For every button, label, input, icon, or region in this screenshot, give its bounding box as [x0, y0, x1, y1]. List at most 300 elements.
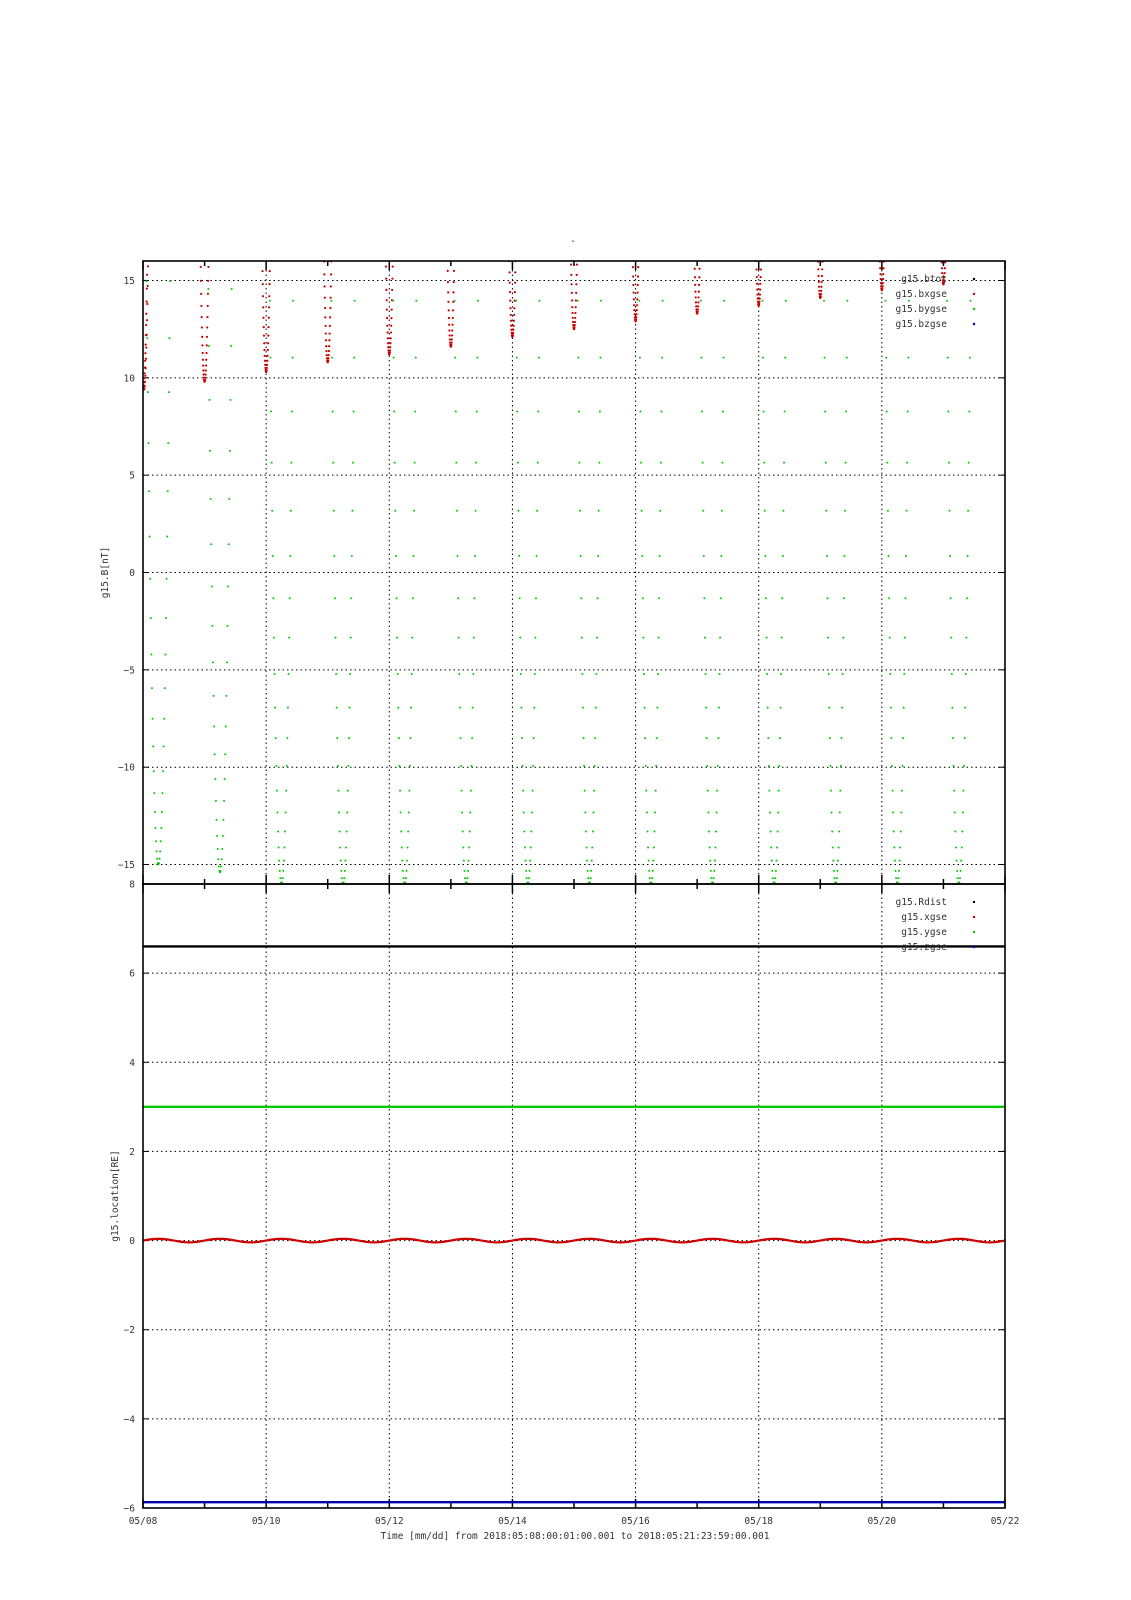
bygse-point — [644, 707, 646, 709]
bygse-point — [283, 847, 285, 849]
bygse-point — [271, 462, 273, 464]
bygse-point — [781, 597, 783, 599]
bxgse-point — [820, 290, 822, 292]
bygse-point — [288, 673, 290, 675]
bxgse-point — [263, 342, 265, 344]
bygse-point — [587, 870, 589, 872]
bygse-point — [161, 811, 163, 813]
bygse-point — [520, 673, 522, 675]
bygse-point — [226, 661, 228, 663]
bygse-point — [524, 847, 526, 849]
bygse-point — [283, 860, 285, 862]
bxgse-point — [818, 281, 820, 283]
bygse-point — [150, 654, 152, 656]
bygse-point — [225, 726, 227, 728]
bxgse-point — [452, 309, 454, 311]
bygse-point — [662, 300, 664, 302]
bygse-point — [354, 300, 356, 302]
bygse-point — [969, 300, 971, 302]
bxgse-point — [205, 364, 207, 366]
bygse-point — [700, 357, 702, 359]
bygse-point — [526, 877, 528, 879]
bygse-point — [221, 858, 223, 860]
bygse-point — [405, 870, 407, 872]
bygse-point — [475, 462, 477, 464]
bygse-point — [161, 792, 163, 794]
bygse-point — [476, 411, 478, 413]
bygse-point — [398, 765, 400, 767]
bygse-point — [579, 510, 581, 512]
bygse-point — [962, 812, 964, 814]
bxgse-point — [389, 352, 391, 354]
bxgse-point — [324, 297, 326, 299]
bxgse-point — [571, 312, 573, 314]
bxgse-point — [451, 324, 453, 326]
bxgse-point — [200, 293, 202, 295]
bxgse-point — [204, 379, 206, 381]
bygse-point — [639, 411, 641, 413]
bygse-point — [521, 737, 523, 739]
bxgse-point — [390, 317, 392, 319]
bxgse-point — [386, 331, 388, 333]
bygse-point — [829, 765, 831, 767]
bygse-point — [583, 765, 585, 767]
bygse-point — [454, 357, 456, 359]
bygse-point — [469, 812, 471, 814]
bygse-point — [477, 300, 479, 302]
bxgse-point — [882, 282, 884, 284]
bygse-point — [408, 812, 410, 814]
bygse-point — [967, 555, 969, 557]
bygse-point — [407, 847, 409, 849]
bygse-point — [516, 357, 518, 359]
bxgse-point — [447, 281, 449, 283]
bygse-point — [519, 637, 521, 639]
bxgse-point — [390, 325, 392, 327]
bygse-point — [394, 462, 396, 464]
bxgse-point — [201, 326, 203, 328]
bygse-point — [163, 745, 165, 747]
bygse-point — [221, 848, 223, 850]
bygse-point — [899, 860, 901, 862]
bygse-point — [584, 790, 586, 792]
bxgse-point — [697, 305, 699, 307]
bygse-point — [703, 555, 705, 557]
bxgse-point — [694, 290, 696, 292]
bygse-point — [285, 790, 287, 792]
bygse-point — [333, 510, 335, 512]
bxgse-point — [512, 329, 514, 331]
bygse-point — [291, 411, 293, 413]
bygse-point — [410, 737, 412, 739]
bygse-point — [708, 831, 710, 833]
bygse-point — [846, 357, 848, 359]
bygse-point — [702, 462, 704, 464]
bygse-point — [648, 870, 650, 872]
bygse-point — [531, 790, 533, 792]
bygse-point — [210, 543, 212, 545]
bygse-point — [581, 673, 583, 675]
bygse-point — [457, 597, 459, 599]
bygse-point — [528, 877, 530, 879]
bygse-point — [707, 790, 709, 792]
bxgse-point — [145, 344, 147, 346]
bygse-point — [522, 765, 524, 767]
bygse-point — [828, 707, 830, 709]
bygse-point — [655, 790, 657, 792]
bygse-point — [472, 673, 474, 675]
bxgse-point — [510, 320, 512, 322]
bxgse-point — [389, 346, 391, 348]
bxgse-point — [760, 276, 762, 278]
bxgse-point — [389, 349, 391, 351]
legend-entry-label: g15.bzgse — [895, 319, 947, 330]
bygse-point — [407, 831, 409, 833]
bygse-point — [907, 411, 909, 413]
bxgse-point — [145, 358, 147, 360]
y-tick-label: 4 — [129, 1057, 135, 1069]
bygse-point — [348, 737, 350, 739]
bxgse-point — [267, 349, 269, 351]
bygse-point — [658, 597, 660, 599]
bxgse-point — [820, 286, 822, 288]
bygse-point — [282, 877, 284, 879]
bygse-point — [164, 654, 166, 656]
bxgse-point — [570, 274, 572, 276]
bxgse-point — [514, 282, 516, 284]
bygse-point — [349, 707, 351, 709]
bygse-point — [834, 877, 836, 879]
bxgse-point — [387, 346, 389, 348]
bygse-point — [167, 490, 169, 492]
bxgse-point — [146, 288, 148, 290]
bygse-point — [275, 737, 277, 739]
legend-entry-label: g15.ygse — [901, 927, 947, 938]
bygse-point — [717, 765, 719, 767]
bygse-point — [893, 847, 895, 849]
bygse-point — [147, 442, 149, 444]
bygse-point — [468, 847, 470, 849]
bxgse-point — [448, 309, 450, 311]
bygse-point — [213, 695, 215, 697]
bxgse-point — [390, 337, 392, 339]
bxgse-point — [758, 303, 760, 305]
bxgse-point — [513, 320, 515, 322]
bygse-point — [292, 357, 294, 359]
bxgse-point — [267, 342, 269, 344]
y-tick-label: 0 — [129, 1236, 135, 1248]
bygse-point — [227, 625, 229, 627]
bygse-point — [962, 790, 964, 792]
bygse-point — [598, 462, 600, 464]
bygse-point — [278, 847, 280, 849]
bxgse-point — [327, 359, 329, 361]
bygse-point — [350, 637, 352, 639]
bygse-point — [838, 831, 840, 833]
bygse-point — [774, 877, 776, 879]
bygse-point — [231, 288, 233, 290]
bxgse-point — [328, 339, 330, 341]
bxgse-point — [695, 301, 697, 303]
bygse-point — [892, 790, 894, 792]
bxgse-point — [323, 273, 325, 275]
bygse-point — [903, 707, 905, 709]
bxgse-point — [448, 324, 450, 326]
bygse-point — [645, 765, 647, 767]
bxgse-point — [575, 299, 577, 301]
bxgse-point — [509, 300, 511, 302]
bygse-point — [339, 847, 341, 849]
bygse-point — [475, 510, 477, 512]
bygse-point — [415, 357, 417, 359]
bygse-point — [846, 300, 848, 302]
bygse-point — [523, 812, 525, 814]
bygse-point — [584, 812, 586, 814]
bygse-point — [845, 411, 847, 413]
bygse-point — [594, 737, 596, 739]
bygse-point — [890, 707, 892, 709]
bxgse-point — [756, 276, 758, 278]
bygse-point — [400, 812, 402, 814]
bxgse-point — [514, 271, 516, 273]
bxgse-point — [205, 352, 207, 354]
legend-entry-symbol — [973, 308, 975, 310]
bygse-point — [276, 812, 278, 814]
bygse-point — [843, 597, 845, 599]
bygse-point — [719, 673, 721, 675]
bygse-point — [904, 637, 906, 639]
bygse-point — [832, 847, 834, 849]
bygse-point — [340, 870, 342, 872]
bygse-point — [580, 555, 582, 557]
bygse-point — [162, 770, 164, 772]
bxgse-point — [820, 295, 822, 297]
bygse-point — [353, 357, 355, 359]
bygse-point — [722, 411, 724, 413]
bygse-point — [594, 765, 596, 767]
bxgse-point — [571, 299, 573, 301]
bygse-point — [229, 450, 231, 452]
bygse-point — [825, 462, 827, 464]
bygse-point — [284, 831, 286, 833]
bxgse-point — [385, 265, 387, 267]
bygse-point — [208, 399, 210, 401]
bxgse-point — [635, 313, 637, 315]
bxgse-point — [386, 309, 388, 311]
bygse-point — [220, 865, 222, 867]
bxgse-point — [882, 273, 884, 275]
bygse-point — [779, 737, 781, 739]
bxgse-point — [635, 318, 637, 320]
legend-entry-label: g15.xgse — [901, 912, 947, 923]
bygse-point — [414, 411, 416, 413]
bygse-point — [222, 835, 224, 837]
bxgse-point — [146, 319, 148, 321]
bygse-point — [347, 765, 349, 767]
bygse-point — [520, 707, 522, 709]
bxgse-point — [760, 268, 762, 270]
bxgse-point — [574, 312, 576, 314]
bygse-point — [470, 765, 472, 767]
bygse-point — [269, 357, 271, 359]
bxgse-point — [697, 311, 699, 313]
bygse-point — [586, 860, 588, 862]
bygse-point — [335, 637, 337, 639]
bxgse-point — [575, 306, 577, 308]
bygse-point — [580, 597, 582, 599]
bygse-point — [599, 411, 601, 413]
bygse-point — [286, 765, 288, 767]
bygse-point — [351, 555, 353, 557]
bygse-point — [839, 790, 841, 792]
bxgse-point — [880, 282, 882, 284]
bygse-point — [778, 790, 780, 792]
legend-entry-label: g15.btot — [901, 274, 947, 285]
bygse-point — [597, 597, 599, 599]
bxgse-point — [451, 338, 453, 340]
bygse-point — [351, 510, 353, 512]
bygse-point — [836, 870, 838, 872]
legend-entry-label: g15.bxgse — [895, 289, 947, 300]
bygse-point — [523, 831, 525, 833]
bygse-point — [951, 707, 953, 709]
bxgse-point — [205, 369, 207, 371]
bygse-point — [770, 847, 772, 849]
bygse-point — [781, 637, 783, 639]
bygse-point — [538, 357, 540, 359]
bygse-point — [899, 847, 901, 849]
bxgse-point — [694, 276, 696, 278]
bygse-point — [777, 831, 779, 833]
bygse-point — [827, 637, 829, 639]
bxgse-point — [205, 359, 207, 361]
bxgse-point — [144, 352, 146, 354]
bygse-point — [393, 411, 395, 413]
bygse-point — [146, 337, 148, 339]
bygse-point — [275, 765, 277, 767]
bxgse-point — [636, 292, 638, 294]
bygse-point — [771, 870, 773, 872]
bygse-point — [341, 877, 343, 879]
bygse-point — [292, 300, 294, 302]
bxgse-point — [330, 285, 332, 287]
bygse-point — [582, 707, 584, 709]
bxgse-point — [510, 314, 512, 316]
bxgse-point — [328, 345, 330, 347]
bygse-point — [719, 637, 721, 639]
bygse-point — [337, 765, 339, 767]
bygse-point — [458, 673, 460, 675]
bygse-point — [217, 858, 219, 860]
bygse-point — [831, 831, 833, 833]
bxgse-point — [269, 270, 271, 272]
bxgse-point — [453, 281, 455, 283]
bygse-point — [825, 510, 827, 512]
bygse-point — [830, 790, 832, 792]
bygse-point — [345, 847, 347, 849]
bxgse-point — [574, 317, 576, 319]
bxgse-point — [387, 342, 389, 344]
bygse-point — [398, 737, 400, 739]
bxgse-point — [818, 290, 820, 292]
bygse-point — [401, 860, 403, 862]
bxgse-point — [759, 298, 761, 300]
bygse-point — [892, 812, 894, 814]
bxgse-point — [634, 313, 636, 315]
bygse-point — [222, 819, 224, 821]
bygse-point — [414, 462, 416, 464]
bygse-point — [955, 860, 957, 862]
bygse-point — [229, 399, 231, 401]
bygse-point — [587, 877, 589, 879]
bygse-point — [824, 357, 826, 359]
bygse-point — [907, 357, 909, 359]
bygse-point — [894, 860, 896, 862]
bygse-point — [653, 831, 655, 833]
bxgse-point — [633, 292, 635, 294]
legend-entry-symbol — [973, 323, 975, 325]
bxgse-point — [513, 307, 515, 309]
bygse-point — [723, 357, 725, 359]
legend-entry-symbol — [973, 901, 975, 903]
bygse-point — [223, 800, 225, 802]
y-tick-label: −5 — [123, 665, 135, 677]
bygse-point — [768, 790, 770, 792]
bygse-point — [656, 707, 658, 709]
bygse-point — [522, 790, 524, 792]
bygse-point — [955, 847, 957, 849]
bygse-point — [279, 870, 281, 872]
bygse-point — [473, 637, 475, 639]
bygse-point — [893, 831, 895, 833]
bxgse-point — [817, 268, 819, 270]
bygse-point — [908, 300, 910, 302]
bygse-point — [784, 357, 786, 359]
bygse-point — [968, 411, 970, 413]
bxgse-point — [262, 295, 264, 297]
bxgse-point — [146, 274, 148, 276]
bygse-point — [409, 765, 411, 767]
bygse-point — [764, 510, 766, 512]
bxgse-point — [324, 316, 326, 318]
bygse-point — [590, 870, 592, 872]
bygse-point — [952, 737, 954, 739]
bxgse-point — [448, 317, 450, 319]
bygse-point — [900, 831, 902, 833]
bygse-point — [214, 753, 216, 755]
bygse-point — [457, 555, 459, 557]
bygse-point — [581, 637, 583, 639]
bygse-point — [272, 555, 274, 557]
bygse-point — [888, 555, 890, 557]
bxgse-point — [267, 326, 269, 328]
bxgse-point — [263, 349, 265, 351]
bygse-point — [701, 411, 703, 413]
bygse-point — [947, 411, 949, 413]
bxgse-point — [145, 301, 147, 303]
bygse-point — [764, 555, 766, 557]
x-tick-label: 05/12 — [374, 1516, 404, 1527]
bxgse-point — [391, 278, 393, 280]
bxgse-point — [145, 346, 147, 348]
bygse-point — [344, 860, 346, 862]
bxgse-point — [144, 372, 146, 374]
bxgse-point — [636, 309, 638, 311]
bygse-point — [349, 673, 351, 675]
bygse-point — [474, 555, 476, 557]
bxgse-point — [266, 364, 268, 366]
bygse-point — [767, 707, 769, 709]
